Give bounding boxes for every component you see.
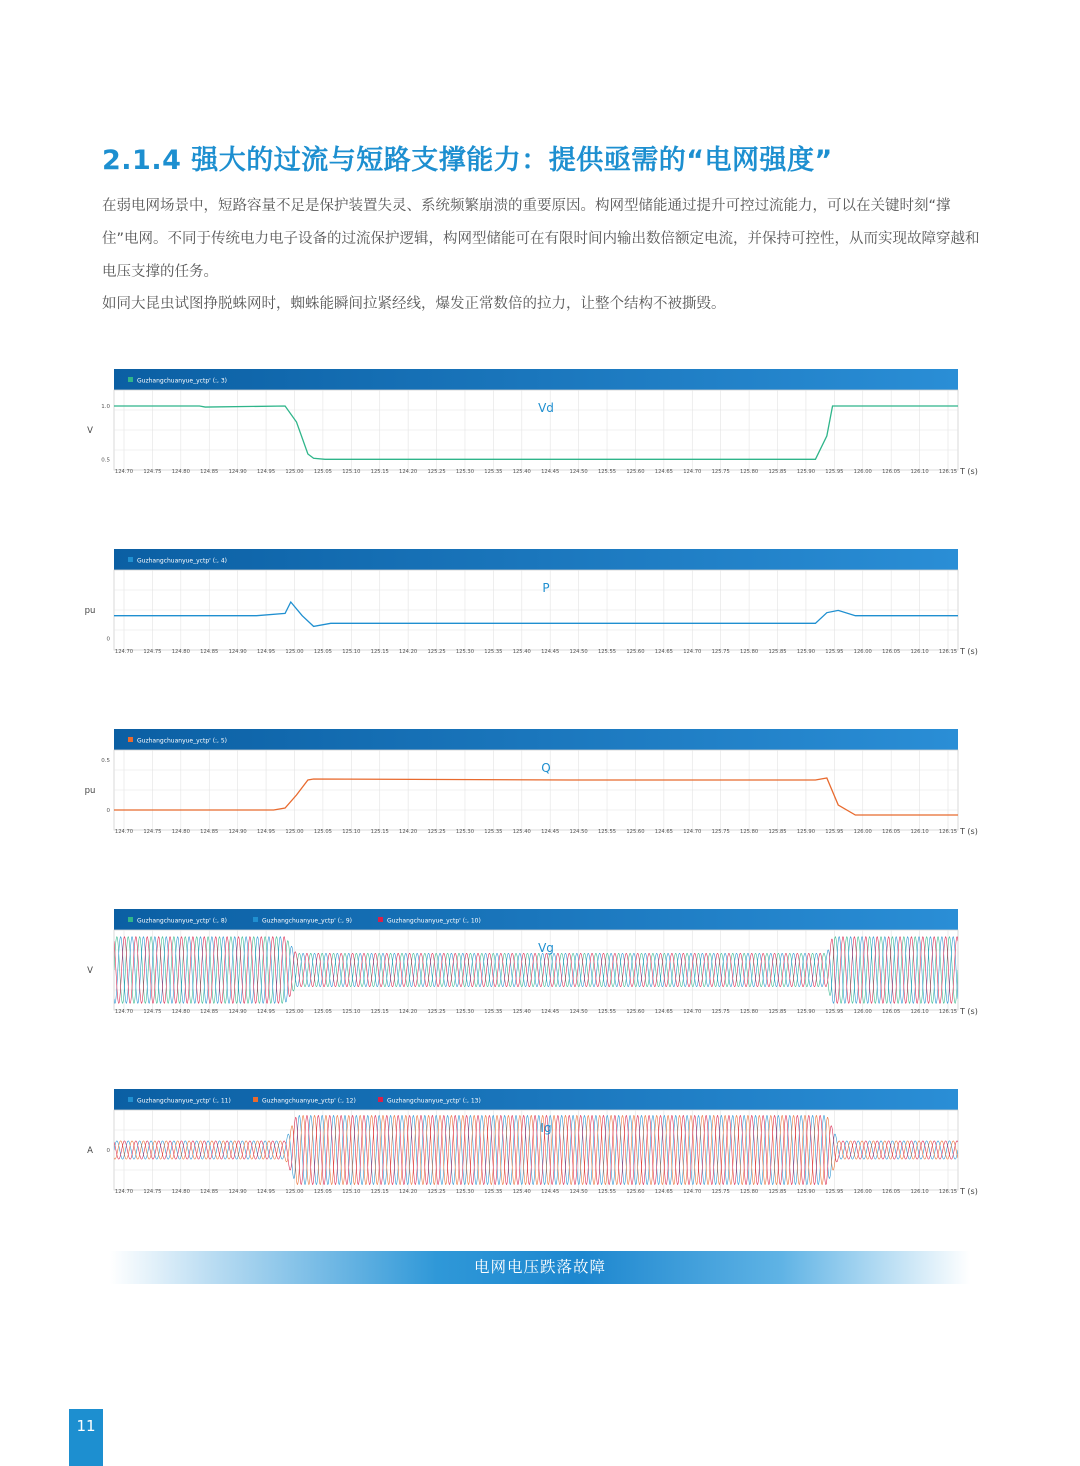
x-tick-label: 125.00 <box>285 649 304 655</box>
x-tick-label: 126.10 <box>910 1189 929 1195</box>
chart-ig <box>80 1089 980 1204</box>
x-tick-label: 125.15 <box>370 649 389 655</box>
x-tick-label: 126.05 <box>882 649 901 655</box>
y-axis-label: V <box>87 966 93 976</box>
x-tick-label: 125.30 <box>455 1189 475 1195</box>
x-tick-label: 125.00 <box>285 1009 304 1015</box>
legend-marker <box>378 917 383 922</box>
x-tick-label: 125.85 <box>768 649 787 655</box>
x-tick-label: 124.80 <box>171 829 190 835</box>
x-tick-label: 124.65 <box>654 1189 673 1195</box>
x-tick-label: 124.50 <box>569 1009 588 1015</box>
x-tick-label: 124.90 <box>228 649 247 655</box>
x-tick-label: 124.70 <box>114 1189 134 1195</box>
x-tick-label: 124.20 <box>399 649 418 655</box>
x-tick-label: 124.20 <box>399 829 418 835</box>
figure-caption: 电网电压跌落故障 <box>473 1258 606 1276</box>
y-axis-label: pu <box>84 606 96 616</box>
x-tick-label: 125.25 <box>427 469 446 475</box>
x-tick-label: 124.85 <box>200 469 219 475</box>
x-tick-label: 124.20 <box>399 469 418 475</box>
x-tick-label: 124.90 <box>228 1189 247 1195</box>
x-tick-label: 125.90 <box>796 1189 816 1195</box>
x-tick-label: 126.00 <box>853 1009 872 1015</box>
y-axis-label: A <box>87 1146 93 1156</box>
x-tick-label: 126.10 <box>910 469 929 475</box>
x-tick-label: 125.75 <box>711 829 730 835</box>
x-tick-label: 125.85 <box>768 469 787 475</box>
x-tick-label: 125.75 <box>711 1189 730 1195</box>
x-tick-label: 124.85 <box>200 829 219 835</box>
x-tick-label: 124.95 <box>256 469 276 475</box>
x-tick-label: 125.25 <box>427 829 446 835</box>
x-tick-label: 124.95 <box>256 1189 276 1195</box>
x-tick-label: 125.30 <box>455 1009 475 1015</box>
x-tick-label: 126.05 <box>882 829 901 835</box>
x-tick-label: 126.05 <box>882 1189 901 1195</box>
legend-label: Guzhangchuanyue_yctp' (:, 4) <box>137 557 228 565</box>
x-axis-unit: T (s) <box>960 647 978 656</box>
x-tick-label: 124.70 <box>683 1009 702 1015</box>
legend-label: Guzhangchuanyue_yctp' (:, 8) <box>137 917 228 925</box>
x-tick-label: 124.70 <box>683 1189 702 1195</box>
x-tick-label: 124.45 <box>541 1009 560 1015</box>
y-axis-label: V <box>87 426 93 436</box>
legend-marker <box>253 917 258 922</box>
x-axis-unit: T (s) <box>960 1187 978 1196</box>
x-tick-label: 124.65 <box>654 649 673 655</box>
legend-marker <box>253 1097 258 1102</box>
x-tick-label: 125.85 <box>768 829 787 835</box>
section-heading: 2.1.4 强大的过流与短路支撑能力：提供亟需的“电网强度” <box>102 145 833 176</box>
y-axis-label: pu <box>84 786 96 796</box>
x-tick-label: 125.95 <box>825 1009 844 1015</box>
x-tick-label: 125.30 <box>455 649 475 655</box>
x-tick-label: 125.60 <box>626 1189 645 1195</box>
x-tick-label: 125.10 <box>342 469 361 475</box>
x-tick-label: 125.10 <box>342 1189 361 1195</box>
figure-caption-band <box>110 1251 970 1284</box>
legend-marker <box>128 557 133 562</box>
x-tick-label: 125.60 <box>626 649 645 655</box>
x-tick-label: 125.15 <box>370 1189 389 1195</box>
chart-p <box>80 549 980 664</box>
x-tick-label: 124.75 <box>143 649 162 655</box>
x-tick-label: 125.55 <box>597 1009 617 1015</box>
x-tick-label: 125.40 <box>512 1189 531 1195</box>
x-tick-label: 125.60 <box>626 469 645 475</box>
legend-marker <box>378 1097 383 1102</box>
chart-header-bar <box>114 1089 958 1110</box>
legend-marker <box>128 1097 133 1102</box>
chart-title: Vg <box>538 941 554 955</box>
x-tick-label: 124.85 <box>200 1009 219 1015</box>
x-tick-label: 125.95 <box>825 649 844 655</box>
x-tick-label: 125.60 <box>626 829 645 835</box>
page-number: 11 <box>76 1417 96 1435</box>
x-tick-label: 126.05 <box>882 469 901 475</box>
x-tick-label: 125.90 <box>796 649 816 655</box>
legend-label: Guzhangchuanyue_yctp' (:, 13) <box>387 1097 481 1105</box>
y-tick-label: 0.5 <box>101 758 110 764</box>
x-tick-label: 125.05 <box>313 829 332 835</box>
chart-header-bar <box>114 369 958 390</box>
x-tick-label: 124.70 <box>683 469 702 475</box>
x-tick-label: 125.80 <box>740 1189 759 1195</box>
legend-label: Guzhangchuanyue_yctp' (:, 11) <box>137 1097 231 1105</box>
x-tick-label: 124.85 <box>200 1189 219 1195</box>
x-tick-label: 124.90 <box>228 469 247 475</box>
x-tick-label: 125.35 <box>484 1189 503 1195</box>
x-tick-label: 126.10 <box>910 1009 929 1015</box>
x-tick-label: 125.10 <box>342 1009 361 1015</box>
x-tick-label: 124.90 <box>228 829 247 835</box>
x-tick-label: 126.00 <box>853 829 872 835</box>
x-tick-label: 125.55 <box>597 649 617 655</box>
x-axis-unit: T (s) <box>960 467 978 476</box>
x-tick-label: 125.80 <box>740 829 759 835</box>
chart-header-bar <box>114 909 958 930</box>
legend-marker <box>128 917 133 922</box>
page-number-box <box>69 1409 103 1466</box>
chart-header-bar <box>114 549 958 570</box>
x-tick-label: 124.50 <box>569 649 588 655</box>
x-tick-label: 126.00 <box>853 1189 872 1195</box>
x-tick-label: 126.15 <box>938 1009 958 1015</box>
x-tick-label: 124.65 <box>654 829 673 835</box>
chart-header-bar <box>114 729 958 750</box>
x-tick-label: 125.30 <box>455 829 475 835</box>
x-tick-label: 125.75 <box>711 1009 730 1015</box>
x-tick-label: 124.95 <box>256 649 276 655</box>
paragraph-analogy: 如同大昆虫试图挣脱蛛网时，蜘蛛能瞬间拉紧经线，爆发正常数倍的拉力，让整个结构不被撕毁。 <box>102 296 726 312</box>
chart-title: Ig <box>540 1121 552 1135</box>
x-tick-label: 125.15 <box>370 469 389 475</box>
x-tick-label: 126.15 <box>938 829 958 835</box>
x-tick-label: 125.95 <box>825 829 844 835</box>
x-tick-label: 125.90 <box>796 1009 816 1015</box>
y-tick-label: 1.0 <box>101 404 110 410</box>
x-tick-label: 126.00 <box>853 469 872 475</box>
x-tick-label: 124.70 <box>683 829 702 835</box>
x-tick-label: 124.20 <box>399 1009 418 1015</box>
x-tick-label: 125.30 <box>455 469 475 475</box>
chart-title: Vd <box>538 401 554 415</box>
x-tick-label: 125.35 <box>484 829 503 835</box>
x-tick-label: 125.40 <box>512 1009 531 1015</box>
x-tick-label: 125.90 <box>796 829 816 835</box>
x-tick-label: 125.00 <box>285 1189 304 1195</box>
x-tick-label: 125.95 <box>825 469 844 475</box>
y-tick-label: 0 <box>106 636 110 643</box>
x-tick-label: 125.75 <box>711 469 730 475</box>
legend-marker <box>128 737 133 742</box>
paragraph-intro: 在弱电网场景中，短路容量不足是保护装置失灵、系统频繁崩溃的重要原因。构网型储能通过提升可控过流能力，可以在关键时刻“撑住”电网。不同于传统电力电子设备的过流保护逻辑，构网型储能可在有限时间内输出数倍额定电流，并保持可控性，从而实现故障穿越和电压支撑的任务。 <box>102 198 980 280</box>
x-tick-label: 125.60 <box>626 1009 645 1015</box>
chart-vg <box>80 909 980 1024</box>
x-tick-label: 125.35 <box>484 649 503 655</box>
x-tick-label: 124.70 <box>114 469 134 475</box>
x-tick-label: 125.55 <box>597 1189 617 1195</box>
x-tick-label: 125.00 <box>285 829 304 835</box>
x-tick-label: 124.85 <box>200 649 219 655</box>
x-tick-label: 125.05 <box>313 1009 332 1015</box>
x-tick-label: 126.10 <box>910 649 929 655</box>
chart-title: Q <box>541 761 551 775</box>
x-tick-label: 125.80 <box>740 1009 759 1015</box>
legend-label: Guzhangchuanyue_yctp' (:, 5) <box>137 737 228 745</box>
x-tick-label: 124.75 <box>143 469 162 475</box>
chart-vd <box>80 369 980 484</box>
x-tick-label: 125.80 <box>740 469 759 475</box>
x-tick-label: 124.80 <box>171 469 190 475</box>
x-tick-label: 125.25 <box>427 1189 446 1195</box>
x-tick-label: 126.15 <box>938 1189 958 1195</box>
x-tick-label: 125.55 <box>597 469 617 475</box>
y-tick-label: 0 <box>106 1148 110 1154</box>
legend-label: Guzhangchuanyue_yctp' (:, 12) <box>262 1097 356 1105</box>
x-tick-label: 125.90 <box>796 469 816 475</box>
x-tick-label: 126.15 <box>938 649 958 655</box>
x-tick-label: 124.50 <box>569 829 588 835</box>
x-tick-label: 126.05 <box>882 1009 901 1015</box>
x-tick-label: 125.35 <box>484 469 503 475</box>
x-tick-label: 125.40 <box>512 469 531 475</box>
x-tick-label: 125.10 <box>342 649 361 655</box>
chart-q <box>80 729 980 844</box>
x-tick-label: 124.70 <box>114 829 134 835</box>
x-tick-label: 125.05 <box>313 469 332 475</box>
y-tick-label: 0.5 <box>101 457 110 464</box>
x-tick-label: 125.25 <box>427 1009 446 1015</box>
x-tick-label: 124.70 <box>114 1009 134 1015</box>
x-tick-label: 125.00 <box>285 469 304 475</box>
x-tick-label: 124.45 <box>541 649 560 655</box>
x-tick-label: 125.15 <box>370 1009 389 1015</box>
x-tick-label: 124.50 <box>569 1189 588 1195</box>
x-tick-label: 124.95 <box>256 829 276 835</box>
legend-label: Guzhangchuanyue_yctp' (:, 3) <box>137 377 228 385</box>
x-tick-label: 125.95 <box>825 1189 844 1195</box>
x-tick-label: 125.80 <box>740 649 759 655</box>
x-tick-label: 125.75 <box>711 649 730 655</box>
y-tick-label: 0 <box>106 808 110 814</box>
x-tick-label: 124.75 <box>143 1189 162 1195</box>
x-tick-label: 126.10 <box>910 829 929 835</box>
x-tick-label: 125.85 <box>768 1009 787 1015</box>
x-axis-unit: T (s) <box>960 1007 978 1016</box>
x-tick-label: 126.00 <box>853 649 872 655</box>
x-tick-label: 126.15 <box>938 469 958 475</box>
x-tick-label: 125.15 <box>370 829 389 835</box>
x-tick-label: 124.45 <box>541 469 560 475</box>
legend-label: Guzhangchuanyue_yctp' (:, 10) <box>387 917 481 925</box>
x-tick-label: 124.90 <box>228 1009 247 1015</box>
legend-marker <box>128 377 133 382</box>
x-tick-label: 124.95 <box>256 1009 276 1015</box>
x-axis-unit: T (s) <box>960 827 978 836</box>
x-tick-label: 124.80 <box>171 649 190 655</box>
x-tick-label: 124.50 <box>569 469 588 475</box>
x-tick-label: 124.80 <box>171 1009 190 1015</box>
x-tick-label: 124.75 <box>143 1009 162 1015</box>
x-tick-label: 124.70 <box>683 649 702 655</box>
x-tick-label: 124.75 <box>143 829 162 835</box>
x-tick-label: 125.05 <box>313 649 332 655</box>
x-tick-label: 124.20 <box>399 1189 418 1195</box>
chart-title: P <box>542 581 550 595</box>
x-tick-label: 125.55 <box>597 829 617 835</box>
x-tick-label: 124.45 <box>541 829 560 835</box>
x-tick-label: 125.25 <box>427 649 446 655</box>
x-tick-label: 124.80 <box>171 1189 190 1195</box>
legend-label: Guzhangchuanyue_yctp' (:, 9) <box>262 917 353 925</box>
x-tick-label: 124.70 <box>114 649 134 655</box>
x-tick-label: 125.40 <box>512 649 531 655</box>
x-tick-label: 125.05 <box>313 1189 332 1195</box>
x-tick-label: 124.65 <box>654 1009 673 1015</box>
x-tick-label: 124.65 <box>654 469 673 475</box>
x-tick-label: 125.35 <box>484 1009 503 1015</box>
x-tick-label: 125.85 <box>768 1189 787 1195</box>
x-tick-label: 125.40 <box>512 829 531 835</box>
x-tick-label: 125.10 <box>342 829 361 835</box>
x-tick-label: 124.45 <box>541 1189 560 1195</box>
